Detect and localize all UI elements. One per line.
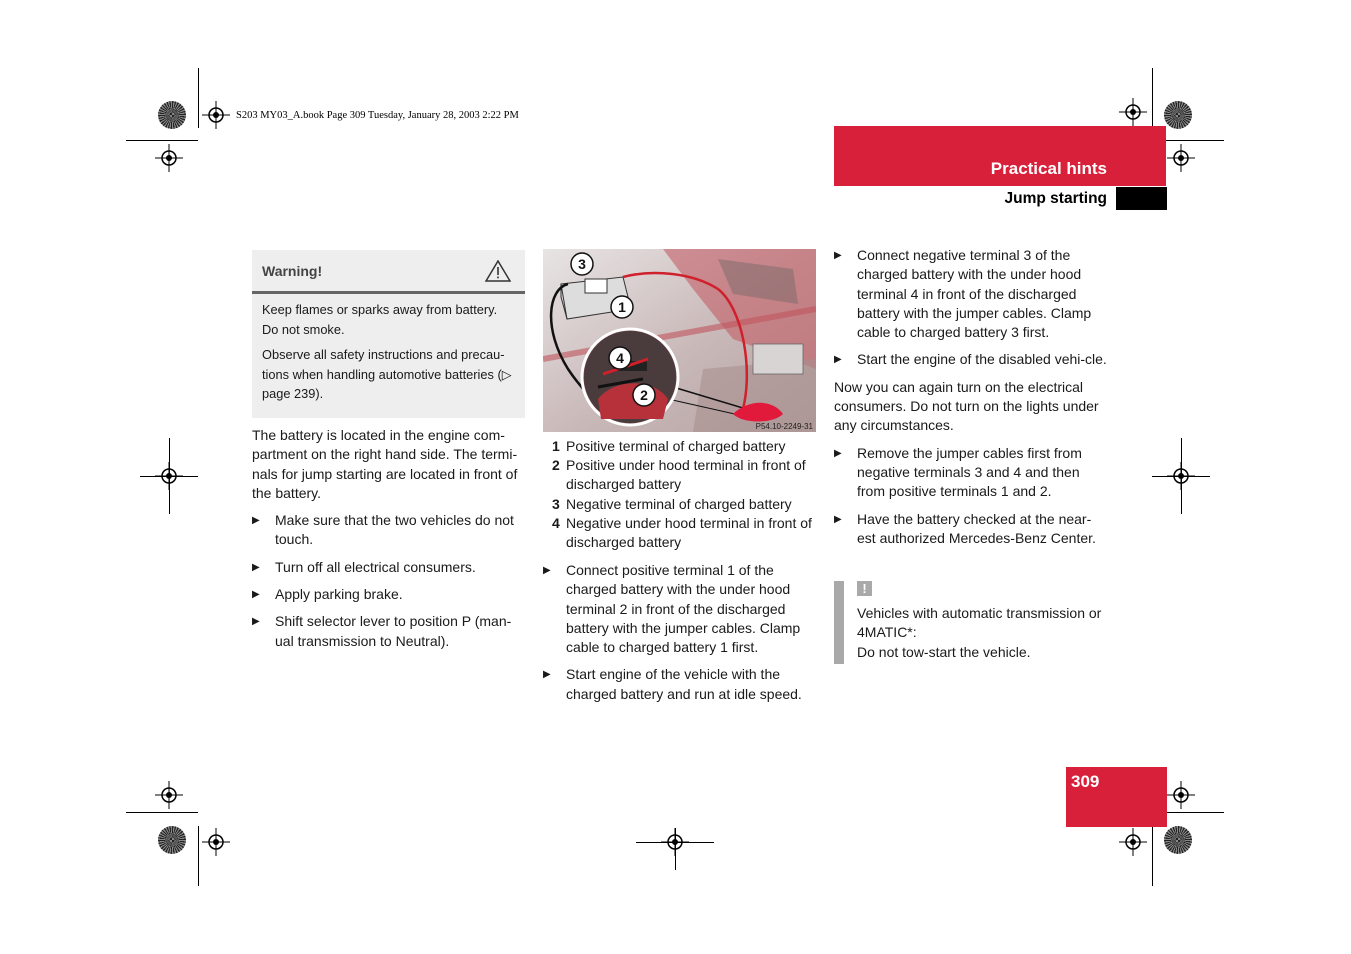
section-tab-marker — [1116, 187, 1167, 210]
svg-text:3: 3 — [578, 256, 586, 272]
legend-item: 3 Negative terminal of charged battery — [552, 495, 792, 512]
column-2-steps — [543, 561, 816, 712]
registration-disc-icon — [158, 101, 186, 129]
note-line: Vehicles with automatic transmission or 4MATIC*: — [857, 605, 1102, 641]
note-bar — [834, 581, 844, 664]
list-item: ▶ Start engine of the vehicle with the charged battery and run at idle speed. — [543, 665, 816, 704]
registration-crosshair-icon — [155, 462, 183, 490]
legend-item: 2 Positive under hood terminal in front of discharged battery — [552, 457, 806, 493]
column-1-body — [252, 426, 525, 659]
registration-crosshair-icon — [202, 101, 230, 129]
registration-crosshair-icon — [202, 828, 230, 856]
list-item: ▶ Make sure that the two vehicles do not touch. — [252, 511, 525, 550]
registration-disc-icon — [158, 826, 186, 854]
page-number: 309 — [1071, 772, 1100, 791]
warning-triangle-icon — [485, 260, 511, 282]
registration-disc-icon — [1164, 826, 1192, 854]
registration-crosshair-icon — [155, 781, 183, 809]
info-paragraph: Now you can again turn on the electrical consumers. Do not turn on the lights under any circumstances. — [834, 378, 1099, 434]
subsection-title: Jump starting — [1004, 190, 1107, 207]
callout-2 — [633, 384, 655, 406]
warning-label: Warning! — [262, 262, 323, 279]
section-title: Practical hints — [990, 159, 1107, 178]
legend-item: 1 Positive terminal of charged battery — [552, 438, 786, 454]
registration-crosshair-icon — [661, 828, 689, 856]
jump-start-illustration — [543, 249, 816, 432]
column-3-body — [834, 246, 1107, 556]
figure-legend — [552, 437, 817, 552]
engine-bay-figure — [543, 249, 816, 432]
list-item: ▶ Remove the jumper cables first from negative terminals 3 and 4 and then from positive terminals 1 and 2. — [834, 444, 1107, 502]
warning-body — [252, 294, 525, 418]
callout-1 — [611, 296, 633, 318]
warning-paragraph: Keep flames or sparks away from battery. Do not smoke. — [262, 302, 498, 337]
note-line: Do not tow-start the vehicle. — [857, 643, 1031, 660]
list-item: ▶ Start the engine of the disabled vehi-cle. — [834, 350, 1107, 369]
legend-item: 4 Negative under hood terminal in front of discharged battery — [552, 514, 812, 551]
svg-text:1: 1 — [618, 299, 626, 315]
warning-header — [252, 250, 525, 294]
svg-text:2: 2 — [640, 387, 648, 403]
list-item: ▶ Turn off all electrical consumers. — [252, 558, 525, 577]
list-item: ▶ Shift selector lever to position P (man-ual transmission to Neutral). — [252, 612, 525, 651]
registration-crosshair-icon — [1119, 828, 1147, 856]
list-item: ▶ Have the battery checked at the near-est authorized Mercedes-Benz Center. — [834, 510, 1107, 549]
callout-3 — [571, 253, 593, 275]
registration-disc-icon — [1164, 101, 1192, 129]
callout-4 — [609, 347, 631, 369]
warning-box — [252, 250, 525, 418]
exclamation-icon: ! — [857, 581, 872, 596]
list-item: ▶ Apply parking brake. — [252, 585, 525, 604]
registration-crosshair-icon — [1167, 462, 1195, 490]
note-box — [857, 580, 1107, 662]
list-item: ▶ Connect negative terminal 3 of the charged battery with the under hood terminal 4 in front of the discharged battery with the jumper cables. Clamp cable to charged battery 3 first. — [834, 246, 1107, 342]
print-meta: S203 MY03_A.book Page 309 Tuesday, January 28, 2003 2:22 PM — [236, 110, 519, 121]
warning-paragraph: Observe all safety instructions and precau-tions when handling automotive batteries (▷ page 239). — [262, 347, 512, 401]
figure-code: P54.10-2249-31 — [755, 422, 813, 431]
registration-crosshair-icon — [1119, 98, 1147, 126]
registration-crosshair-icon — [1167, 144, 1195, 172]
intro-paragraph: The battery is located in the engine com-partment on the right hand side. The termi-nals for jump starting are located in front of the battery. — [252, 427, 518, 501]
svg-text:4: 4 — [616, 350, 624, 366]
registration-crosshair-icon — [155, 144, 183, 172]
list-item: ▶ Connect positive terminal 1 of the charged battery with the under hood terminal 2 in front of the discharged battery with the jumper cables. Clamp cable to charged battery 1 first. — [543, 561, 816, 657]
registration-crosshair-icon — [1167, 781, 1195, 809]
